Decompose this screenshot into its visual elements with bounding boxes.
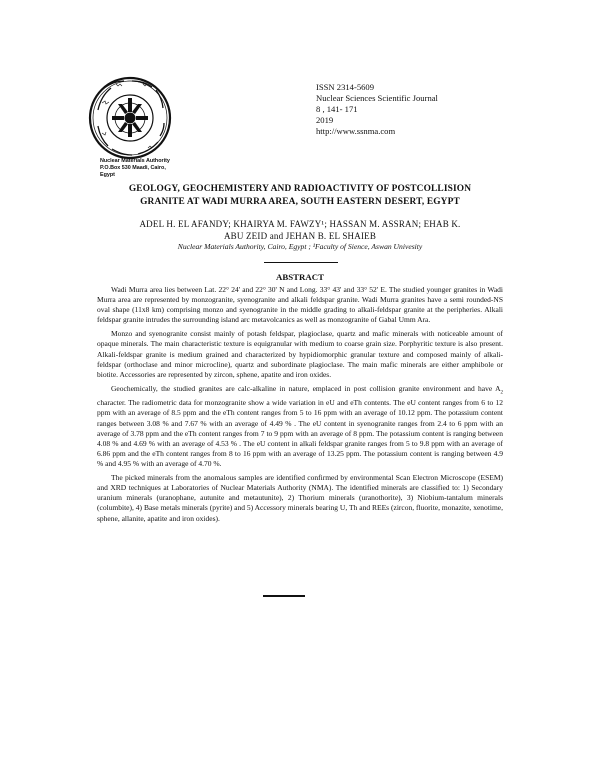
abstract-paragraph-1: Wadi Murra area lies between Lat. 22° 24' and 22° 30' N and Long. 33° 43' and 33° 52' E. The studied younger granites in Wadi Murra area are represented by monzogranite, syenogranite and alkali feldspar granite. Wadi Murra granites have a semi rounded-NS oval shape (11x8 km) comprising monzo and syenogranite in the middle grading to alkali-feldspar granite at the peripheries. Alkali feldspar granite intrudes the surrounding island arc metavolcanics as well as monzogranite of Gabal Umm Ara.	[97, 285, 503, 325]
journal-issn: ISSN 2314-5609	[316, 82, 375, 92]
abstract-body	[97, 285, 503, 527]
logo-caption	[100, 158, 180, 179]
journal-year: 2019	[316, 115, 334, 125]
logo-caption-line1: Nuclear Materials Authority	[100, 158, 170, 164]
abstract-p3-subscript: 2	[500, 390, 503, 396]
abstract-p3-part1: Geochemically, the studied granites are calc-alkaline in nature, emplaced in post collision granite environment and have A	[111, 383, 501, 393]
end-divider	[263, 595, 305, 597]
logo-caption-line2: P.O.Box 530 Maadi, Cairo, Egypt	[100, 165, 166, 178]
title-divider	[264, 262, 338, 263]
abstract-paragraph-3	[97, 384, 503, 470]
journal-url[interactable]: http://www.ssnma.com	[316, 126, 396, 136]
title-line2: GRANITE AT WADI MURRA AREA, SOUTH EASTERN DESERT, EGYPT	[140, 197, 460, 207]
nma-logo-icon	[88, 76, 172, 160]
journal-info	[316, 82, 438, 137]
paper-title	[92, 183, 508, 209]
abstract-p3-part2: character. The radiometric data for monzogranite show a wide variation in eU and eTh contents. The eU content ranges from 6 to 12 ppm with an average of 8.5 ppm and the eTh content ranges from 5 to 16 ppm with an average of 10.12 ppm. The potassium content ranges between 3.08 % and 7.67 % with an average of 4.49 % . The eU content in syenogranite ranges from 2.4 to 6 ppm with an average of 3.78 ppm and the eTh content ranges from 7 to 9 ppm with an average of 8 ppm. The potassium content is ranging between 4.08 % and 4.69 % with an average of 4.53 % . The eU content in alkali feldspar granite ranges from 5 to 9.8 ppm with an average of 6.86 ppm and the eTh content ranges from 8 to 16 ppm with an average of 13.25 ppm. The potassium content is ranging between 4.9 % and 4.95 % with an average of 4.70 %.	[97, 398, 503, 469]
authors-line2: ABU ZEID and JEHAN B. EL SHAIEB	[223, 231, 377, 241]
abstract-paragraph-4: The picked minerals from the anomalous samples are identified confirmed by environmental Scan Electron Microscope (ESEM) and XRD techniques at Laboratories of Nuclear Materials Authority (NMA). The identified minerals are classified to: 1) Secondary uranium minerals (uranophane, autunite and metautunite), 2) Thorium minerals (uranothorite), 3) Niobium-tantalum minerals (columbite), 4) Base metals minerals (pyrite) and 5) Accessory minerals bearing U, Th and REEs (zircon, fluorite, monazite, xenotime, sphene, allanite, apatite and iron oxides).	[97, 472, 503, 523]
authors-line1: ADEL H. EL AFANDY; KHAIRYA M. FAWZY¹; HASSAN M. ASSRAN; EHAB K.	[139, 219, 461, 229]
abstract-heading: ABSTRACT	[276, 272, 324, 282]
title-line1: GEOLOGY, GEOCHEMISTERY AND RADIOACTIVITY OF POSTCOLLISION	[128, 184, 472, 194]
journal-name: Nuclear Sciences Scientific Journal	[316, 93, 438, 103]
journal-volume-pages: 8 , 141- 171	[316, 104, 358, 114]
affiliation: Nuclear Materials Authority, Cairo, Egypt ; ¹Faculty of Sience, Aswan Univesity	[177, 242, 423, 251]
abstract-paragraph-2: Monzo and syenogranite consist mainly of potash feldspar, plagioclase, quartz and mafic minerals with noticeable amount of opaque minerals. The main characteristic texture is equigranular with medium to coarse grain size. Porphyritic texture is also present. Alkali-feldspar granite is medium grained and characterized by hypidiomorphic granular texture and composed mainly of alkali-feldspar (orthoclase and minor microcline), quartz and subordinate plagioclase. The main mafic minerals are either amphibole or biotite. Accessories are represented by zircon, sphene, apatite and iron oxides.	[97, 329, 503, 379]
author-list	[92, 218, 508, 242]
